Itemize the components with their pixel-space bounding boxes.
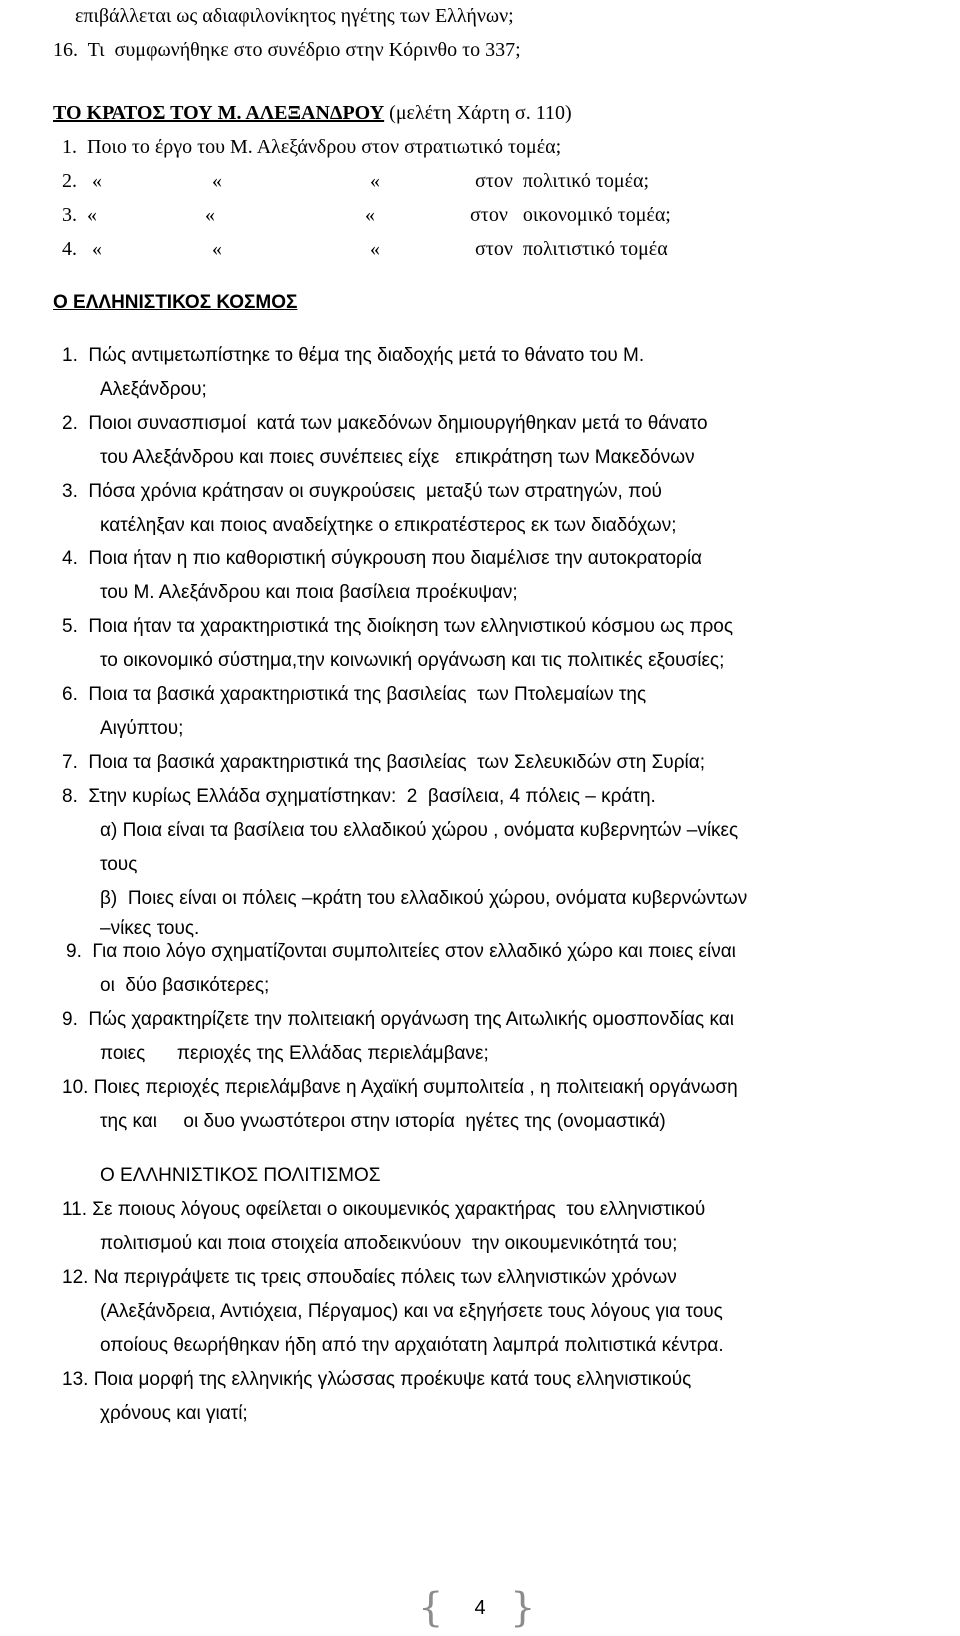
- ditto-mark: «: [205, 204, 215, 226]
- question-1: 1. Ποιο το έργο του Μ. Αλεξάνδρου στον στρατιωτικό τομέα;: [62, 136, 562, 158]
- question-line: 8. Στην κυρίως Ελλάδα σχηματίστηκαν: 2 βασίλεια, 4 πόλεις – κράτη.: [62, 786, 656, 807]
- question-3-text: στον οικονομικό τομέα;: [470, 204, 671, 226]
- ditto-mark: «: [370, 238, 380, 260]
- question-16: 16. Τι συμφωνήθηκε στο συνέδριο στην Κόρινθο το 337;: [53, 39, 521, 61]
- question-line: ποιες περιοχές της Ελλάδας περιελάμβανε;: [100, 1043, 489, 1064]
- question-4-text: στον πολιτιστικό τομέα: [475, 238, 668, 260]
- question-line: β) Ποιες είναι οι πόλεις –κράτη του ελλαδικού χώρου, ονόματα κυβερνώντων: [100, 888, 748, 909]
- question-line: το οικονομικό σύστημα,την κοινωνική οργάνωση και τις πολιτικές εξουσίες;: [100, 650, 725, 671]
- question-line: α) Ποια είναι τα βασίλεια του ελλαδικού χώρου , ονόματα κυβερνητών –νίκες: [100, 820, 739, 841]
- section-heading-hellenistic-world: Ο ΕΛΛΗΝΙΣΤΙΚΟΣ ΚΟΣΜΟΣ: [53, 292, 298, 313]
- question-line: 9. Για ποιο λόγο σχηματίζονται συμπολιτείες στον ελλαδικό χώρο και ποιες είναι: [66, 941, 736, 962]
- section-heading-state-line: [53, 99, 572, 127]
- question-line: 10. Ποιες περιοχές περιελάμβανε η Αχαϊκή συμπολιτεία , η πολιτειακή οργάνωση: [62, 1077, 738, 1098]
- ditto-mark: «: [212, 170, 222, 192]
- question-line: 1. Πώς αντιμετωπίστηκε το θέμα της διαδοχής μετά το θάνατο του Μ.: [62, 345, 645, 366]
- question-line: 3. Πόσα χρόνια κράτησαν οι συγκρούσεις μεταξύ των στρατηγών, πού: [62, 481, 662, 502]
- section-heading-hellenistic-civilization: Ο ΕΛΛΗΝΙΣΤΙΚΟΣ ΠΟΛΙΤΙΣΜΟΣ: [100, 1165, 381, 1186]
- question-line: Αλεξάνδρου;: [100, 379, 207, 400]
- left-brace-ornament: {: [418, 1585, 444, 1631]
- text-line: επιβάλλεται ως αδιαφιλονίκητος ηγέτης των Ελλήνων;: [75, 5, 514, 27]
- question-line: τους: [100, 854, 138, 875]
- page-number: 4: [474, 1597, 486, 1619]
- question-line: οι δύο βασικότερες;: [100, 975, 270, 996]
- page-footer: [0, 1586, 960, 1636]
- question-line: χρόνους και γιατί;: [100, 1403, 248, 1424]
- ditto-mark: «: [212, 238, 222, 260]
- question-line: 9. Πώς χαρακτηρίζετε την πολιτειακή οργάνωση της Αιτωλικής ομοσπονδίας και: [62, 1009, 734, 1030]
- question-line: 12. Να περιγράψετε τις τρεις σπουδαίες πόλεις των ελληνιστικών χρόνων: [62, 1267, 677, 1288]
- ditto-mark: «: [370, 170, 380, 192]
- question-line: 2. Ποιοι συνασπισμοί κατά των μακεδόνων δημιουργήθηκαν μετά το θάνατο: [62, 413, 708, 434]
- map-reference: (μελέτη Χάρτη σ. 110): [389, 102, 572, 124]
- section-heading-state: ΤΟ ΚΡΑΤΟΣ ΤΟΥ Μ. ΑΛΕΞΑΝΔΡΟΥ: [53, 102, 385, 124]
- right-brace-ornament: }: [510, 1585, 536, 1631]
- question-4-number: 4. «: [62, 238, 102, 260]
- ditto-mark: «: [365, 204, 375, 226]
- question-line: της και οι δυο γνωστότεροι στην ιστορία ηγέτες της (ονομαστικά): [100, 1111, 666, 1132]
- question-line: του Μ. Αλεξάνδρου και ποια βασίλεια προέκυψαν;: [100, 582, 518, 603]
- question-line: 4. Ποια ήταν η πιο καθοριστική σύγκρουση που διαμέλισε την αυτοκρατορία: [62, 548, 703, 569]
- question-2-number: 2. «: [62, 170, 102, 192]
- question-line: 13. Ποια μορφή της ελληνικής γλώσσας προέκυψε κατά τους ελληνιστικούς: [62, 1369, 692, 1390]
- question-line: 5. Ποια ήταν τα χαρακτηριστικά της διοίκηση των ελληνιστικού κόσμου ως προς: [62, 616, 734, 637]
- question-line: κατέληξαν και ποιος αναδείχτηκε ο επικρατέστερος εκ των διαδόχων;: [100, 515, 677, 536]
- question-3-number: 3. «: [62, 204, 97, 226]
- question-line: 7. Ποια τα βασικά χαρακτηριστικά της βασιλείας των Σελευκιδών στη Συρία;: [62, 752, 705, 773]
- question-line: –νίκες τους.: [100, 918, 200, 939]
- question-line: 11. Σε ποιους λόγους οφείλεται ο οικουμενικός χαρακτήρας του ελληνιστικού: [62, 1199, 706, 1220]
- question-line: οποίους θεωρήθηκαν ήδη από την αρχαιότατη λαμπρά πολιτιστικά κέντρα.: [100, 1335, 724, 1356]
- question-line: Αιγύπτου;: [100, 718, 184, 739]
- question-line: του Αλεξάνδρου και ποιες συνέπειες είχε επικράτηση των Μακεδόνων: [100, 447, 695, 468]
- question-2-text: στον πολιτικό τομέα;: [475, 170, 650, 192]
- question-line: πολιτισμού και ποια στοιχεία αποδεικνύουν την οικουμενικότητά του;: [100, 1233, 678, 1254]
- question-line: 6. Ποια τα βασικά χαρακτηριστικά της βασιλείας των Πτολεμαίων της: [62, 684, 647, 705]
- question-line: (Αλεξάνδρεια, Αντιόχεια, Πέργαμος) και να εξηγήσετε τους λόγους για τους: [100, 1301, 723, 1322]
